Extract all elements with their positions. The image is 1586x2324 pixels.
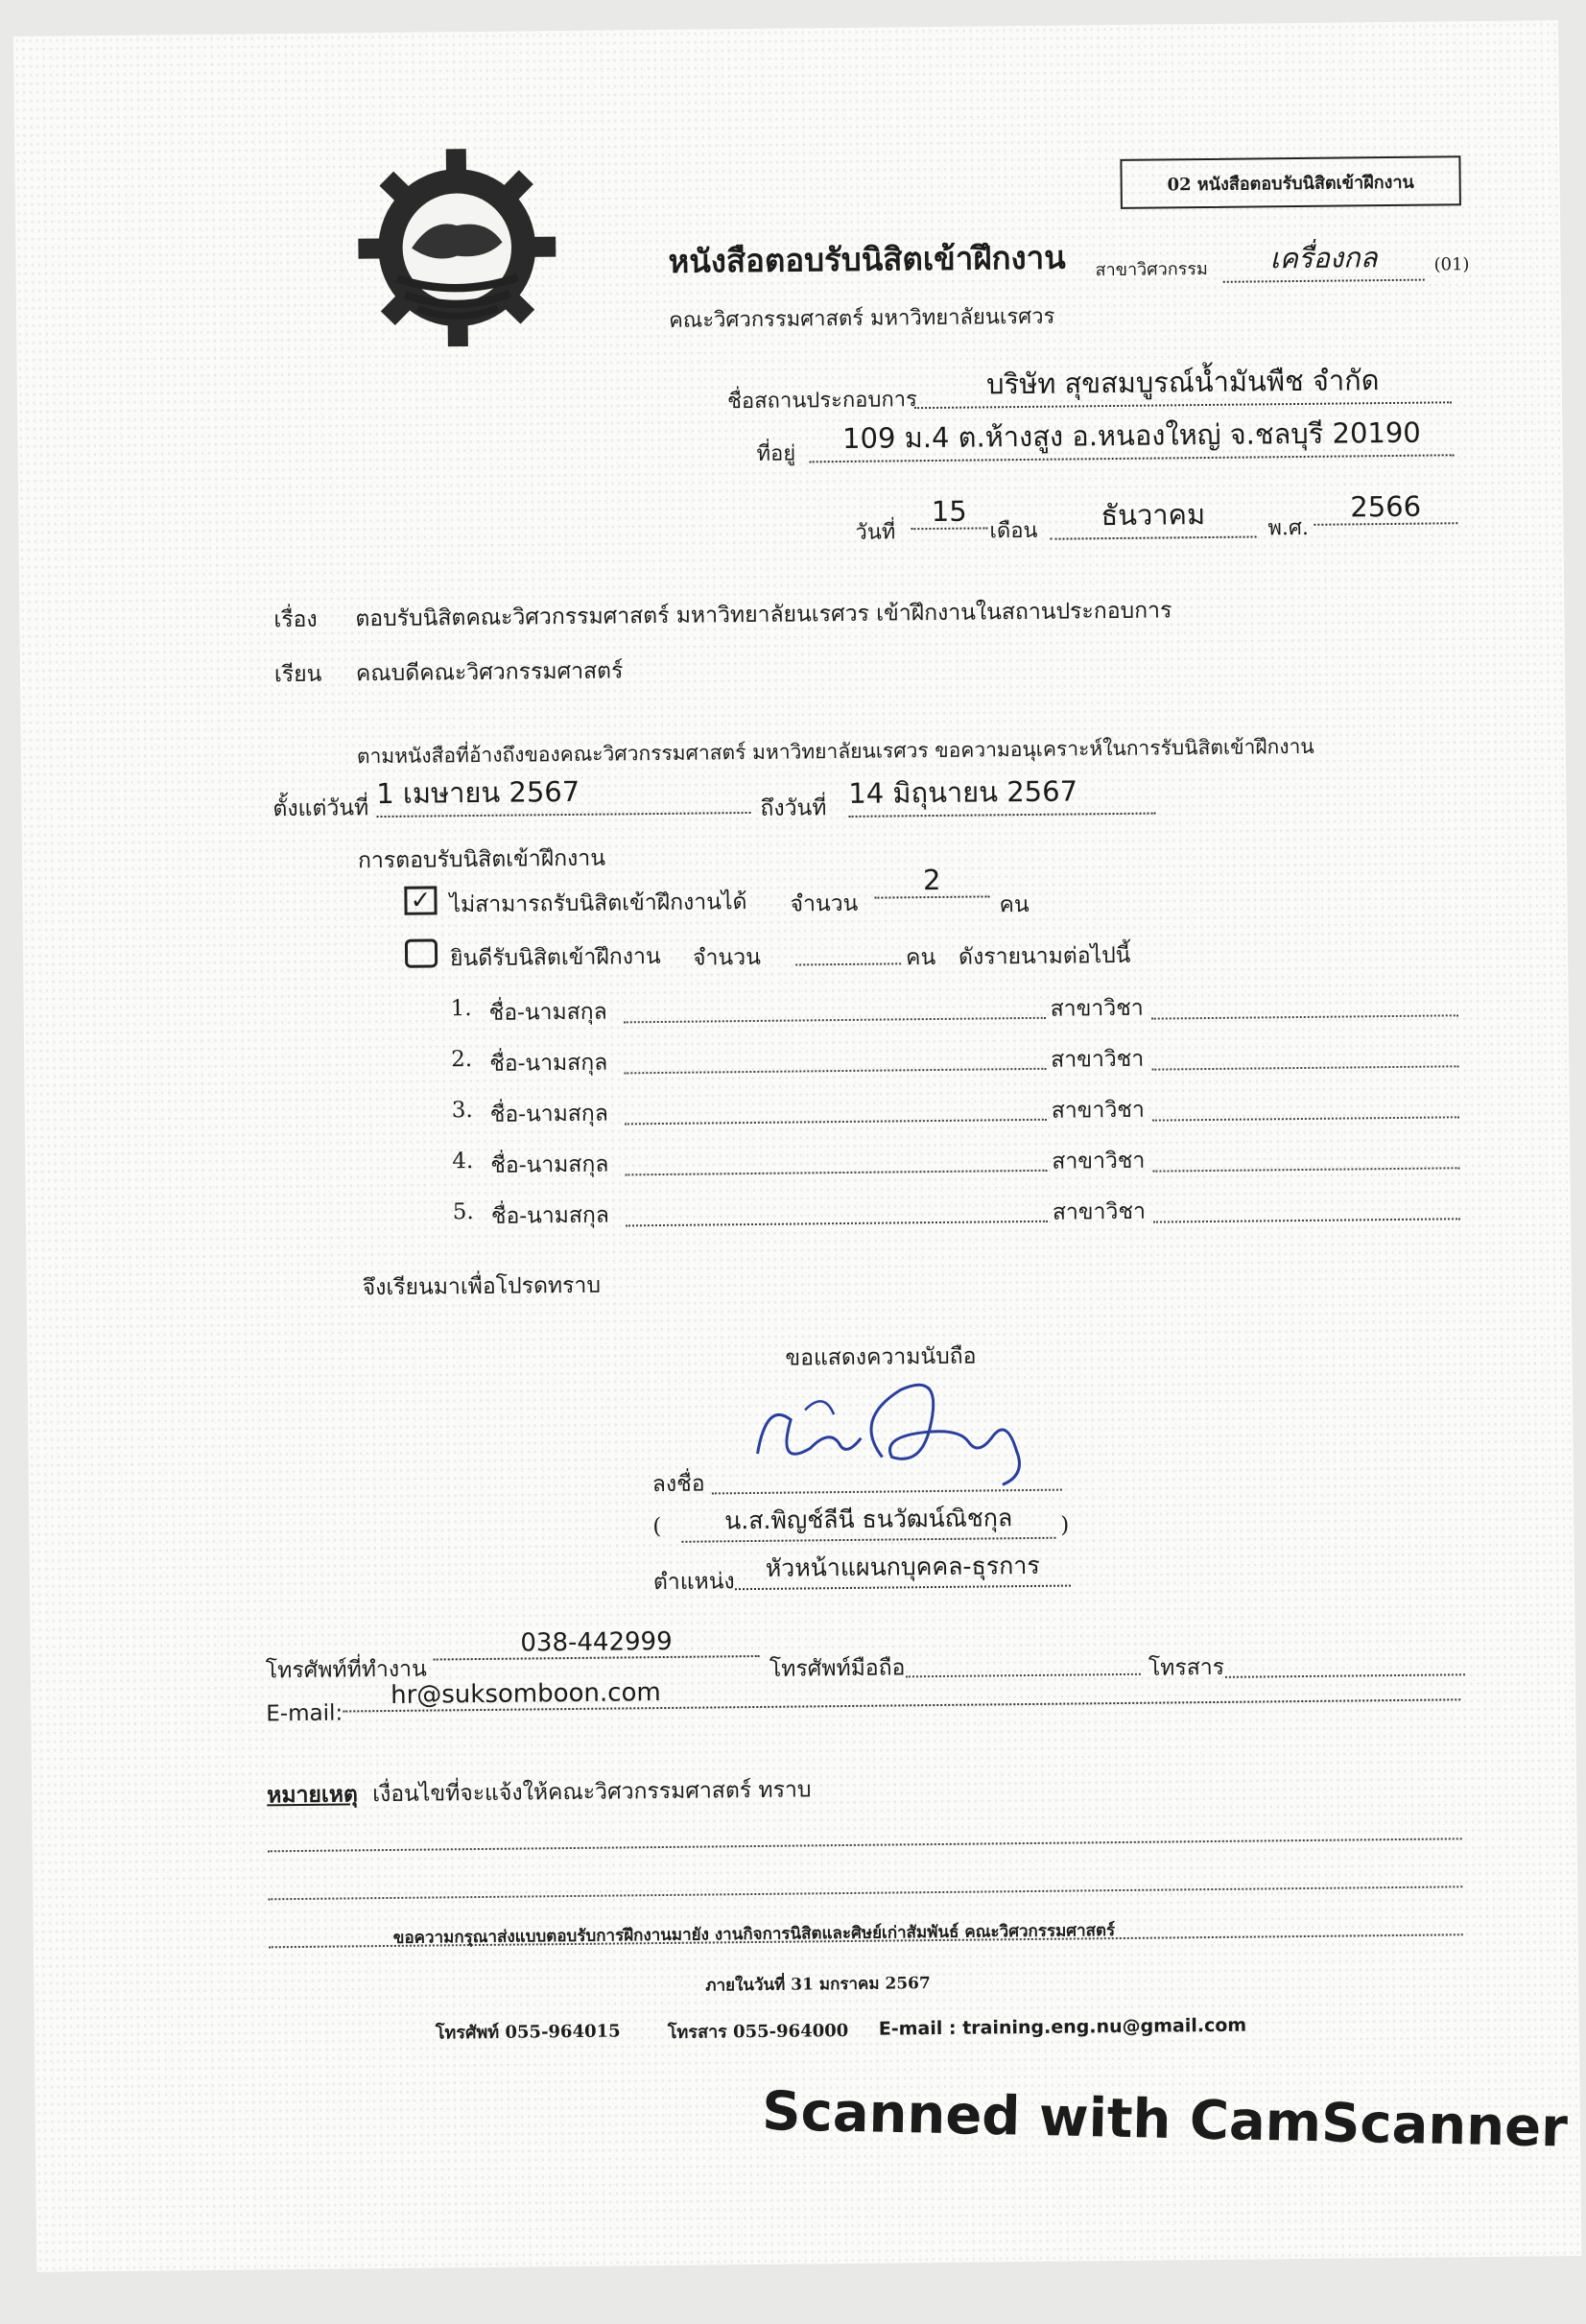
footer-fax: โทรสาร 055-964000 [667,2021,849,2043]
closing-text: จึงเรียนมาเพื่อโปรดทราบ [362,1272,602,1301]
fax-label: โทรสาร [1148,1654,1225,1681]
date-day-label: วันที่ [855,520,896,545]
remark-text: เงื่อนไขที่จะแจ้งให้คณะวิศวกรรมศาสตร์ ทราบ [372,1777,812,1808]
accept-tail: ดังรายนามต่อไปนี้ [958,942,1131,970]
student-row-5-major-label: สาขาวิชา [1052,1198,1147,1225]
accept-count-label: จำนวน [692,944,761,971]
accept-count-line[interactable] [795,962,901,965]
date-month-label: เดือน [989,518,1038,544]
signer-name: น.ส.พิญช์ลีนี ธนวัฒน์ณิชกุล [681,1499,1055,1543]
footer-line-2: ภายในวันที่ 31 มกราคม 2567 [705,1974,931,1996]
document-page: 02 หนังสือตอบรับนิสิตเข้าฝึกงาน หนังสือตอบรับนิสิตเข้าฝึกงาน สาขาวิศวกรรม เครื่องกล (01) คณะวิศวกรรมศาสตร์ มหาวิทยาลัยนเรศวร ชื่อสถานประกอบการ บริษัท สุขสมบูรณ์น้ำมันพืช จำกัด ที่อยู่ 109 ม.4 ต.ห้างสูง อ.หนองใหญ่ จ.ชลบุรี 20190 วันที่ 15 เดือน ธันวาคม พ.ศ. 2566 เรื่อง ตอบรับนิสิตคณะวิศวกรรมศาสตร์ มหาวิทยาลัยนเรศวร เข้าฝึกงานในสถานประกอบการ เรียน คณบดีคณะวิศวกรรมศาสตร์ ตามหนังสือที่อ้างถึงของคณะวิศวกรรมศาสตร์ มหาวิทยาลัยนเรศวร ขอความอนุเคราะห์ในการรับนิสิตเข้าฝึกงาน ตั้งแต่วันที่ 1 เมษายน 2567 ถึงวันที่ 14 มิถุนายน 2567 การตอบรับนิสิตเข้าฝึกงาน ✓ ไม่สามารถรับนิสิตเข้าฝึกงานได้ จำนวน 2 คน ยินดีรับนิสิตเข้าฝึกงาน จำนวน คน ดังรายนามต่อไปนี้ 1. ชื่อ-นามสกุล สาขาวิชา 2. ชื่อ-นามสกุล สาขาวิชา 3. ชื่อ-นามสกุล สาขาวิชา 4. ชื่อ-นามสกุล สาขาวิชา 5. ชื่อ-นามสกุล สาขาวิชา จึงเรียนมาเพื่อโปรดทราบ ขอแสดงความนับถือ ลงชื่อ ( น.ส.พิญช์ลีนี ธนวัฒน์ณิชกุล ) ตำแหน่ง หัวหน้าแผนกบุคคล-ธุรการ โทรศัพท์ที่ทำงาน 038-442999 โทรศัพท์มือถือ โทรสาร E-mail: hr@suksomboon.com หมายเหตุ เงื่อนไขที่จะแจ้งให้คณะวิศวกรรมศาสตร์ ทราบ ขอความกรุณาส่งแบบตอบรับการฝึกงานมายัง งานกิจการนิสิตและศิษย์เก่าสัมพันธ์ คณะวิศวกรรมศาสตร์ ภายในวันที่ 31 มกราคม 2567 โทรศัพท์ 055-964015 โทรสาร 055-964000 E-mail : training.eng.nu@gmail.com [13,20,1581,2272]
student-row-4-major-line[interactable] [1152,1167,1459,1172]
address-label: ที่อยู่ [756,441,796,466]
position-label: ตำแหน่ง [652,1569,735,1596]
company-name-value: บริษัท สุขสมบูรณ์น้ำมันพืช จำกัด [914,357,1452,409]
office-phone-label: โทรศัพท์ที่ทำงาน [265,1656,427,1684]
faculty-name: คณะวิศวกรรมศาสตร์ มหาวิทยาลัยนเรศวร [669,304,1055,333]
student-row-4-no: 4. [452,1149,474,1174]
mobile-label: โทรศัพท์มือถือ [769,1655,906,1682]
regards-text: ขอแสดงความนับถือ [785,1343,977,1371]
footer-phone: โทรศัพท์ 055-964015 [435,2021,621,2044]
student-row-2-name-label: ชื่อ-นามสกุล [489,1050,608,1077]
handwritten-signature [738,1360,1046,1497]
body-intro: ตามหนังสือที่อ้างถึงของคณะวิศวกรรมศาสตร์ มหาวิทยาลัยนเรศวร ขอความอนุเคราะห์ในการรับนิสิตเข้าฝึกงาน [356,734,1314,769]
student-row-5-name-line[interactable] [626,1221,1048,1227]
student-row-2-name-line[interactable] [624,1068,1046,1075]
date-month-value: ธันวาคม [1050,491,1256,539]
date-day-value: 15 [911,494,987,530]
sign-label: ลงชื่อ [651,1471,705,1498]
student-row-4-name-label: ชื่อ-นามสกุล [490,1151,609,1178]
student-row-4-major-label: สาขาวิชา [1052,1148,1146,1174]
footer-line-1: ขอความกรุณาส่งแบบตอบรับการฝึกงานมายัง งานกิจการนิสิตและศิษย์เก่าสัมพันธ์ คณะวิศวกรรมศาสตร์ [392,1921,1116,1948]
university-gear-logo [355,146,558,349]
student-row-1-major-line[interactable] [1151,1014,1458,1019]
student-row-3-name-label: ชื่อ-นามสกุล [489,1101,608,1127]
subject-label: เรื่อง [273,606,318,633]
camscanner-watermark: Scanned with CamScanner [761,2080,1569,2160]
accept-unit: คน [905,944,936,971]
position-value: หัวหน้าแผนกบุคคล-ธุรการ [735,1547,1071,1591]
student-row-3-no: 3. [451,1098,473,1124]
major-value: เครื่องกล [1222,235,1424,283]
subject-text: ตอบรับนิสิตคณะวิศวกรรมศาสตร์ มหาวิทยาลัยนเรศวร เข้าฝึกงานในสถานประกอบการ [355,598,1172,632]
student-row-5-major-line[interactable] [1153,1218,1460,1222]
reject-checkbox[interactable]: ✓ [404,886,437,914]
office-phone-value: 038-442999 [433,1626,759,1661]
to-label: เรียน [273,661,322,688]
reject-count-value: 2 [874,863,989,898]
email-value: hr@suksomboon.com [343,1670,1460,1712]
response-heading: การตอบรับนิสิตเข้าฝึกงาน [357,845,606,874]
period-from-label: ตั้งแต่วันที่ [272,795,369,822]
student-row-4-name-line[interactable] [625,1170,1047,1176]
document-title: หนังสือตอบรับนิสิตเข้าฝึกงาน [668,238,1066,280]
period-to-value: 14 มิถุนายน 2567 [848,769,1155,818]
student-row-1-name-label: ชื่อ-นามสกุล [488,999,607,1026]
major-label: สาขาวิศวกรรม [1095,258,1208,281]
period-from-value: 1 เมษายน 2567 [376,768,750,818]
student-row-3-name-line[interactable] [625,1119,1047,1126]
footer-email: E-mail : training.eng.nu@gmail.com [878,2014,1247,2040]
student-row-5-no: 5. [452,1199,474,1225]
student-row-1-name-line[interactable] [624,1017,1046,1024]
reject-count-label: จำนวน [790,890,859,917]
student-row-1-major-label: สาขาวิชา [1050,995,1144,1022]
email-label: E-mail: [266,1700,343,1727]
company-name-label: ชื่อสถานประกอบการ [726,388,918,415]
remark-line-1[interactable] [268,1838,1462,1852]
accept-checkbox[interactable] [405,938,438,967]
reject-unit: คน [999,891,1030,918]
address-value: 109 ม.4 ต.ห้างสูง อ.หนองใหญ่ จ.ชลบุรี 20190 [809,410,1454,462]
student-row-2-no: 2. [451,1047,473,1073]
accept-label: ยินดีรับนิสิตเข้าฝึกงาน [449,943,661,972]
student-row-2-major-line[interactable] [1151,1065,1458,1070]
date-year-label: พ.ศ. [1267,515,1310,541]
student-row-1-no: 1. [450,996,472,1022]
student-row-3-major-line[interactable] [1152,1116,1459,1121]
date-year-value: 2566 [1314,489,1457,526]
reject-label: ไม่สามารถรับนิสิตเข้าฝึกงานได้ [449,889,747,918]
student-row-5-name-label: ชื่อ-นามสกุล [490,1202,610,1229]
remark-label: หมายเหตุ [267,1781,359,1809]
form-number-text: 02 หนังสือตอบรับนิสิตเข้าฝึกงาน [1167,172,1414,195]
form-code: (01) [1433,254,1470,275]
remark-line-2[interactable] [268,1885,1462,1900]
form-number-box [1120,155,1461,209]
student-row-2-major-label: สาขาวิชา [1051,1046,1145,1073]
student-row-3-major-label: สาขาวิชา [1051,1097,1145,1124]
to-text: คณบดีคณะวิศวกรรมศาสตร์ [355,658,624,687]
period-to-label: ถึงวันที่ [760,795,827,821]
